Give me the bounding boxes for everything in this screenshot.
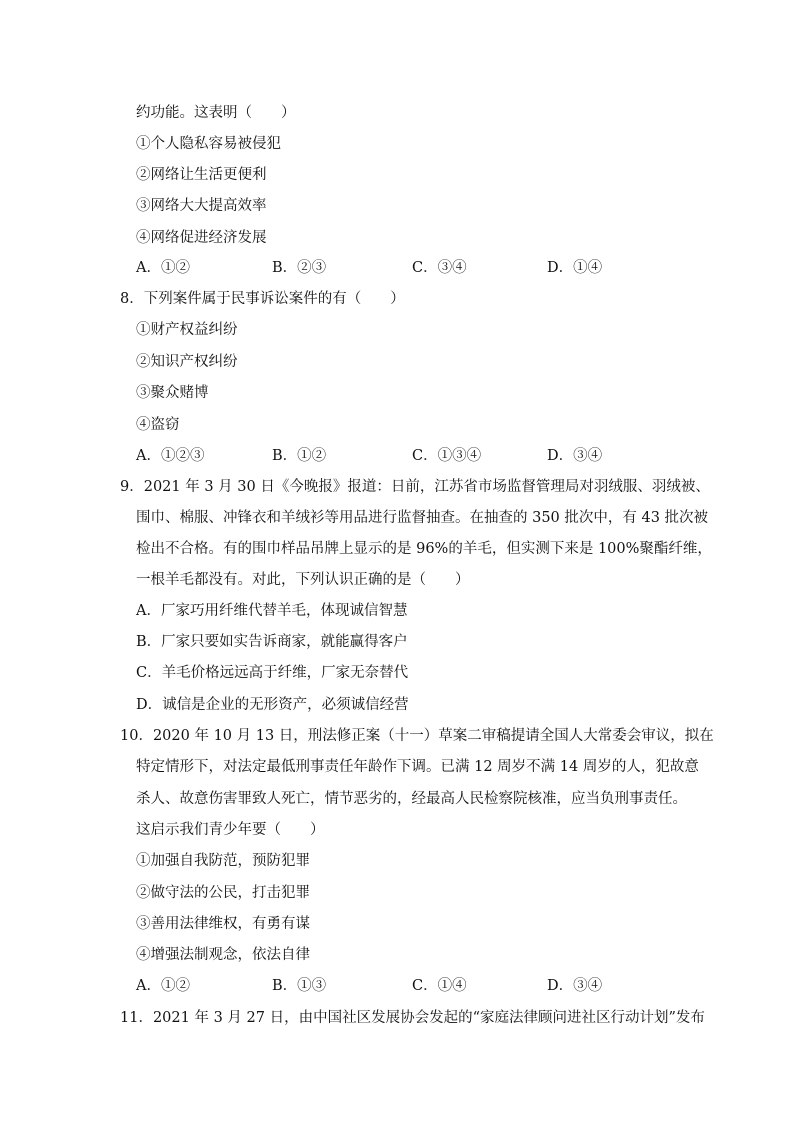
- q11-stem-line-1: 11．2021 年 3 月 27 日，由中国社区发展协会发起的“家庭法律顾问进社区行动计划”发布: [120, 1010, 705, 1026]
- q7-item-4: ④网络促进经济发展: [136, 230, 267, 246]
- q9-option-d[interactable]: D．诚信是企业的无形资产，必须诚信经营: [136, 697, 409, 713]
- q9-option-b[interactable]: B．厂家只要如实告诉商家，就能赢得客户: [136, 634, 408, 650]
- q10-stem-line-2: 特定情形下，对法定最低刑事责任年龄作下调。已满 12 周岁不满 14 周岁的人，犯故意: [136, 759, 699, 775]
- q9-stem-line-2: 围巾、棉服、冲锋衣和羊绒衫等用品进行监督抽查。在抽查的 350 批次中，有 43 批次被: [136, 510, 709, 526]
- q8-option-b[interactable]: B．①②: [272, 448, 327, 464]
- q10-stem-line-1: 10．2020 年 10 月 13 日，刑法修正案（十一）草案二审稿提请全国人大常委会审议，拟在: [120, 728, 714, 744]
- q8-item-4: ④盗窃: [136, 417, 180, 433]
- q7-stem-tail: 约功能。这表明（ ）: [136, 105, 296, 121]
- q10-options: [136, 976, 656, 996]
- q7-options: [136, 258, 656, 278]
- q10-option-a[interactable]: A．①②: [136, 978, 190, 994]
- q8-item-3: ③聚众赌博: [136, 385, 209, 401]
- q9-stem-line-4: 一根羊毛都没有。对此，下列认识正确的是（ ）: [136, 572, 470, 588]
- q8-option-c[interactable]: C．①③④: [412, 448, 482, 464]
- q9-stem-line-1: 9．2021 年 3 月 30 日《今晚报》报道：日前，江苏省市场监督管理局对羽绒服、羽绒被、: [120, 479, 710, 495]
- q7-option-b[interactable]: B．②③: [272, 260, 327, 276]
- q7-option-d[interactable]: D．①④: [547, 260, 603, 276]
- q7-option-a[interactable]: A．①②: [136, 260, 190, 276]
- q10-option-b[interactable]: B．①③: [272, 978, 327, 994]
- q10-stem-line-3: 杀人、故意伤害罪致人死亡，情节恶劣的，经最高人民检察院核准，应当负刑事责任。: [136, 791, 687, 807]
- q7-option-c[interactable]: C．③④: [412, 260, 467, 276]
- q9-stem-line-3: 检出不合格。有的围巾样品吊牌上显示的是 96%的羊毛，但实测下来是 100%聚酯纤维，: [136, 541, 712, 557]
- q8-stem: 8．下列案件属于民事诉讼案件的有（ ）: [120, 291, 405, 307]
- q10-item-2: ②做守法的公民，打击犯罪: [136, 885, 310, 901]
- q7-item-2: ②网络让生活更便利: [136, 167, 267, 183]
- q10-item-3: ③善用法律维权，有勇有谋: [136, 916, 310, 932]
- q10-option-c[interactable]: C．①④: [412, 978, 467, 994]
- q10-stem-line-4: 这启示我们青少年要（ ）: [136, 822, 325, 838]
- q9-option-a[interactable]: A．厂家巧用纤维代替羊毛，体现诚信智慧: [136, 603, 408, 619]
- q10-item-4: ④增强法制观念，依法自律: [136, 947, 310, 963]
- q8-option-d[interactable]: D．③④: [547, 448, 603, 464]
- q7-item-1: ①个人隐私容易被侵犯: [136, 136, 281, 152]
- q10-option-d[interactable]: D．③④: [547, 978, 603, 994]
- q8-item-1: ①财产权益纠纷: [136, 322, 238, 338]
- q7-item-3: ③网络大大提高效率: [136, 198, 267, 214]
- q10-item-1: ①加强自我防范，预防犯罪: [136, 853, 310, 869]
- q8-option-a[interactable]: A．①②③: [136, 448, 205, 464]
- q8-options: [136, 446, 656, 466]
- q8-item-2: ②知识产权纠纷: [136, 354, 238, 370]
- q9-option-c[interactable]: C．羊毛价格远远高于纤维，厂家无奈替代: [136, 665, 409, 681]
